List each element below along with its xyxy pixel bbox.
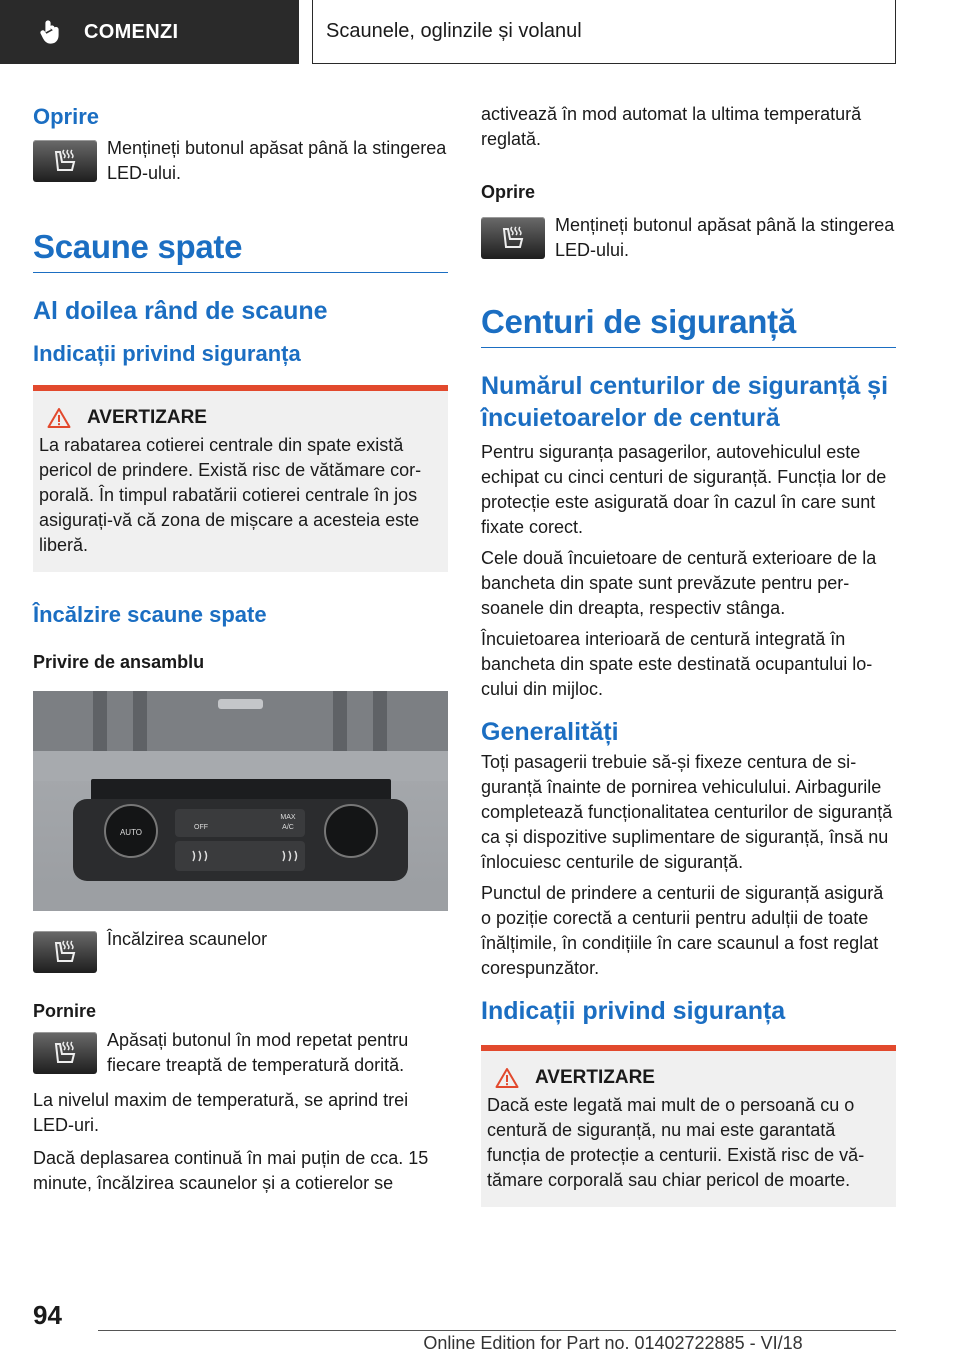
heating-caption: Încălzirea scaunelor [107,929,268,949]
seatbelt-paragraph-3: Încuietoarea interioară de centură integrată în bancheta din spate este destinată ocupantului locului din mijloc. [481,629,873,699]
section-heading-seatbelts: Centuri de siguranță [481,303,896,348]
ac-label: A/C [282,824,294,831]
footer-divider [98,1330,896,1331]
left-column [33,96,448,1196]
start-heading: Pornire [33,1001,97,1021]
continued-text: activează în mod automat la ultima temperatură reglată. [481,104,862,149]
start-text: Apăsați butonul în mod repetat pentru fiecare treaptă de temperatură dorită. [107,1030,409,1075]
warning-box-2 [481,1045,896,1207]
stop-heading: Oprire [33,104,100,129]
seat-heating-button-icon [481,217,545,259]
stop-text-2: Mențineți butonul apăsat până la stingerea LED-ului. [555,215,895,260]
heating-caption-row [33,927,448,973]
seat-heating-heading: Încălzire scaune spate [33,602,267,627]
general-heading: Generalități [481,718,619,746]
safety-heading: Indicații privind siguranța [33,341,301,366]
seat-heating-button-icon [33,140,97,182]
chapter-tab-label: COMENZI [84,20,179,43]
subsection-heading-seatbelt-count: Numărul centurilor de siguranță și încuietoarelor de centură [481,372,889,432]
warning-text-2: Dacă este legată mai mult de o persoană cu o centură de siguranță, nu mai este garantată funcția de protecție a centurii. Există risc de vătămare corporală sau chiar pericol de moarte. [487,1095,865,1190]
drive-text: Dacă deplasarea continuă în mai puțin de cca. 15 minute, încălzirea scaunelor și a cotierelor se [33,1148,429,1193]
edition-text: Online Edition for Part no. 01402722885 - VI/18 [423,1333,803,1353]
section-title: Scaunele, oglinzile și volanul [312,0,896,64]
warning-text: La rabatarea cotierei centrale din spate există pericol de prindere. Există risc de vătămare corporală. În timpul rabatării cotierei centrale în jos asigurați-vă că zona de mișcare a acesteia este liberă. [39,435,422,555]
warning-box [33,385,448,572]
warning-title-2: AVERTIZARE [487,1067,882,1089]
seatbelt-paragraph-2: Cele două încuietoare de centură exterioare de la bancheta din spate sunt prevăzute pentru persoanele din dreapta, respectiv stânga. [481,548,877,618]
hand-pointer-icon [38,19,64,45]
seat-heating-button-icon [33,931,97,973]
seatbelt-paragraph-1: Pentru siguranța pasagerilor, autovehiculul este echipat cu cinci centuri de siguranță. Funcția lor de protecție este asigurată doar în cazul în care sunt fixate corect. [481,442,887,537]
warning-title: AVERTIZARE [39,407,434,429]
safety-heading-2: Indicații privind siguranța [481,997,786,1025]
warning-triangle-icon [495,1067,519,1089]
subsection-heading-second-row: Al doilea rând de scaune [33,297,328,325]
general-paragraph-1: Toți pasagerii trebuie să-și fixeze centura de siguranță înainte de pornirea vehiculului. Airbagurile completează funcționalitatea centurilor de siguranță ca și dispozitive suplimentare de siguranță, însă nu înlocuiesc centurile de siguranță. [481,752,893,872]
off-label: OFF [194,824,208,831]
seat-heating-button-icon [33,1032,97,1074]
stop-instruction-2 [481,213,896,263]
auto-label: AUTO [119,828,143,837]
section-heading-rear-seats: Scaune spate [33,228,448,273]
stop-instruction [33,136,448,186]
climate-control-photo [33,691,448,911]
start-instruction [33,1028,448,1078]
chapter-tab[interactable] [0,0,299,64]
right-column [481,102,896,1207]
stop-text: Mențineți butonul apăsat până la stingerea LED-ului. [107,138,447,183]
max-label: MAX [280,814,296,821]
stop-heading-2: Oprire [481,182,536,202]
general-paragraph-2: Punctul de prindere a centurii de siguranță asigură o poziție corectă a centurii pentru adulții de toate înălțimile, în condițiile în care scaunul a fost reglat corespunzător. [481,883,884,978]
page-number: 94 [33,1300,62,1330]
overview-heading: Privire de ansamblu [33,652,205,672]
max-temperature-text: La nivelul maxim de temperatură, se aprind trei LED-uri. [33,1090,409,1135]
warning-triangle-icon [47,407,71,429]
